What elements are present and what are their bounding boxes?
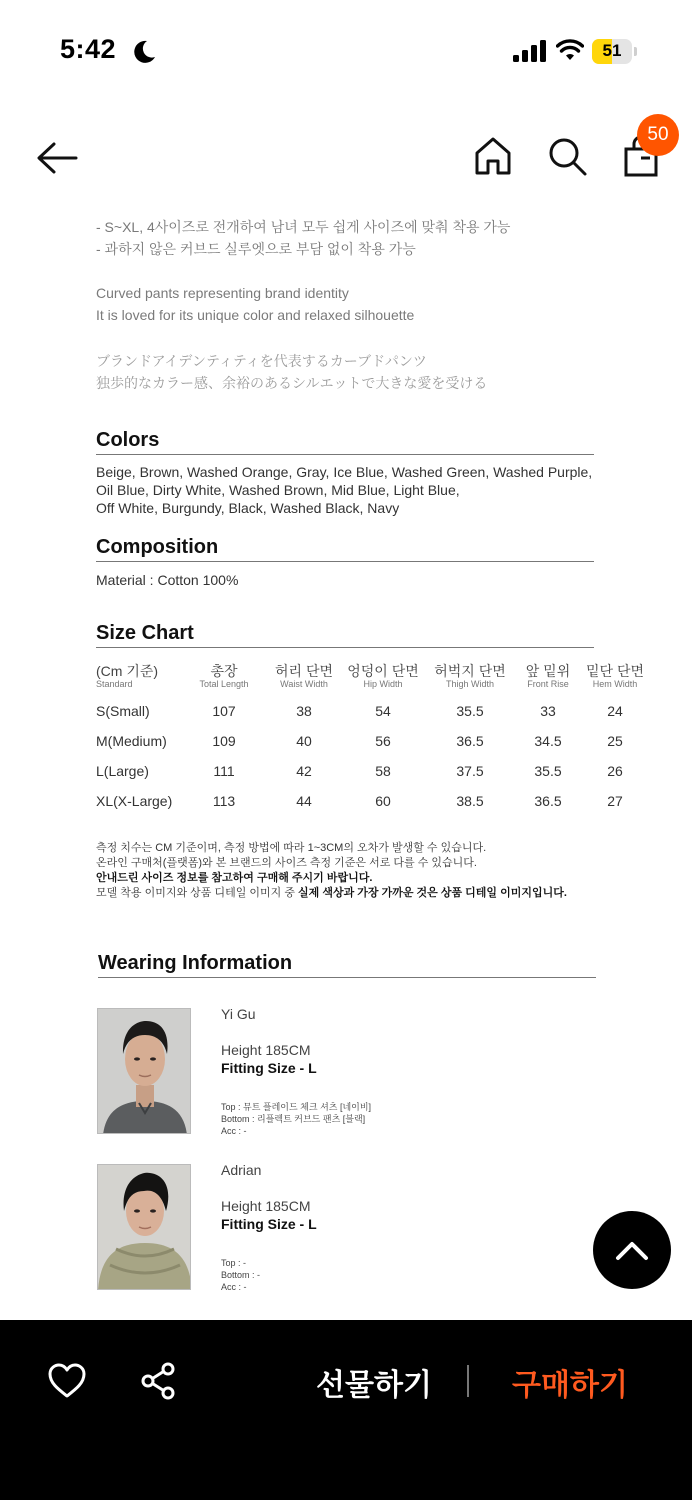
size-header-hem-width: 밑단 단면 Hem Width [586, 663, 644, 689]
model-name: Adrian [221, 1162, 262, 1178]
size-cell: 26 [607, 763, 623, 779]
size-cell: 111 [213, 763, 235, 779]
size-header-thigh-width: 허벅지 단면 Thigh Width [434, 663, 506, 689]
size-header-waist-width: 허리 단면 Waist Width [275, 663, 333, 689]
size-header-hip-width: 엉덩이 단면 Hip Width [347, 663, 419, 689]
size-chart-divider [96, 647, 594, 648]
colors-line: Off White, Burgundy, Black, Washed Black, Navy [96, 500, 400, 516]
status-bar [0, 0, 692, 100]
colors-line: Oil Blue, Dirty White, Washed Brown, Mid Blue, Light Blue, [96, 482, 460, 498]
model-top-item: Top : 뮤트 플레이드 체크 셔츠 [네이비] [221, 1102, 372, 1112]
composition-title: Composition [96, 536, 219, 558]
description-jp-line: ブランドアイデンティティを代表するカーブドパンツ [96, 353, 427, 369]
size-row-label: L(Large) [96, 763, 149, 779]
size-note: 측정 치수는 CM 기준이며, 측정 방법에 따라 1~3CM의 오차가 발생할 수 있습니다. [96, 842, 487, 854]
size-row-label: XL(X-Large) [96, 793, 173, 809]
model-height: Height 185CM [221, 1198, 311, 1214]
size-cell: 107 [212, 703, 236, 719]
size-cell: 37.5 [456, 763, 484, 779]
size-cell: 35.5 [456, 703, 484, 719]
signal-icon [512, 40, 548, 62]
size-row-label: M(Medium) [96, 733, 167, 749]
size-cell: 35.5 [534, 763, 562, 779]
size-cell: 56 [375, 733, 391, 749]
description-ko-line: - 과하지 않은 커브드 실루엣으로 부담 없이 착용 가능 [96, 241, 416, 257]
size-row-label: S(Small) [96, 703, 150, 719]
top-nav [0, 120, 692, 200]
model-fitting-size: Fitting Size - L [221, 1060, 317, 1076]
size-cell: 58 [375, 763, 391, 779]
size-cell: 36.5 [534, 793, 562, 809]
size-note: 온라인 구매처(플랫폼)와 본 브랜드의 사이즈 측정 기준은 서로 다를 수 있습니다. [96, 857, 477, 869]
size-cell: 40 [296, 733, 312, 749]
wearing-info-title: Wearing Information [98, 952, 293, 974]
model-photo [97, 1008, 191, 1134]
model-photo [97, 1164, 191, 1290]
size-cell: 36.5 [456, 733, 484, 749]
battery-level: 51 [602, 41, 622, 60]
model-acc-item: Acc : - [221, 1126, 247, 1136]
description-jp-line: 独歩的なカラー感、余裕のあるシルエットで大きな愛を受ける [96, 375, 488, 391]
heart-icon[interactable] [48, 1363, 86, 1399]
size-cell: 25 [607, 733, 623, 749]
size-header-total-length: 총장 Total Length [199, 663, 249, 689]
size-cell: 27 [607, 793, 623, 809]
size-cell: 42 [296, 763, 312, 779]
share-icon[interactable] [140, 1362, 176, 1400]
size-header-standard: (Cm 기준) Standard [96, 663, 159, 689]
size-cell: 54 [375, 703, 391, 719]
size-cell: 24 [607, 703, 623, 719]
size-cell: 38 [296, 703, 312, 719]
search-icon[interactable] [546, 134, 588, 178]
colors-line: Beige, Brown, Washed Orange, Gray, Ice Blue, Washed Green, Washed Purple, [96, 464, 593, 480]
size-cell: 113 [212, 793, 236, 809]
description-en-line: Curved pants representing brand identity [96, 285, 349, 301]
composition-material: Material : Cotton 100% [96, 572, 239, 588]
model-height: Height 185CM [221, 1042, 311, 1058]
size-cell: 109 [212, 733, 236, 749]
wearing-info-divider [98, 977, 596, 978]
colors-title: Colors [96, 429, 160, 451]
status-time: 5:42 [60, 34, 117, 64]
battery-icon [592, 39, 638, 64]
model-acc-item: Acc : - [221, 1282, 247, 1292]
size-cell: 33 [540, 703, 556, 719]
size-note: 모델 착용 이미지와 상품 디테일 이미지 중 실제 색상과 가장 가까운 것은 상품 디테일 이미지입니다. [96, 887, 567, 899]
wifi-icon [556, 38, 584, 62]
model-bottom-item: Bottom : 리플렉트 커브드 팬츠 [블랙] [221, 1114, 366, 1124]
size-cell: 38.5 [456, 793, 484, 809]
back-arrow-icon[interactable] [34, 138, 80, 178]
bottom-action-bar [0, 1320, 692, 1500]
bottom-bar-divider [467, 1365, 469, 1397]
size-chart-title: Size Chart [96, 622, 194, 644]
chevron-up-icon [593, 1211, 671, 1289]
scroll-to-top-button[interactable] [593, 1211, 671, 1289]
size-note: 안내드린 사이즈 정보를 참고하여 구매해 주시기 바랍니다. [96, 872, 373, 884]
description-ko-line: - S~XL, 4사이즈로 전개하여 남녀 모두 쉽게 사이즈에 맞춰 착용 가능 [96, 219, 511, 235]
gift-button[interactable]: 선물하기 [316, 1369, 432, 1402]
home-icon[interactable] [472, 134, 514, 178]
description-en-line: It is loved for its unique color and relaxed silhouette [96, 307, 415, 323]
model-top-item: Top : - [221, 1258, 247, 1268]
size-header-front-rise: 앞 밑위 Front Rise [525, 663, 571, 689]
cart-count-badge: 50 [637, 114, 679, 156]
colors-divider [96, 454, 594, 455]
size-cell: 44 [296, 793, 312, 809]
size-cell: 60 [375, 793, 391, 809]
moon-icon [131, 39, 157, 65]
buy-button[interactable]: 구매하기 [512, 1369, 628, 1402]
composition-divider [96, 561, 594, 562]
size-cell: 34.5 [534, 733, 562, 749]
model-name: Yi Gu [221, 1006, 256, 1022]
model-fitting-size: Fitting Size - L [221, 1216, 317, 1232]
model-bottom-item: Bottom : - [221, 1270, 261, 1280]
